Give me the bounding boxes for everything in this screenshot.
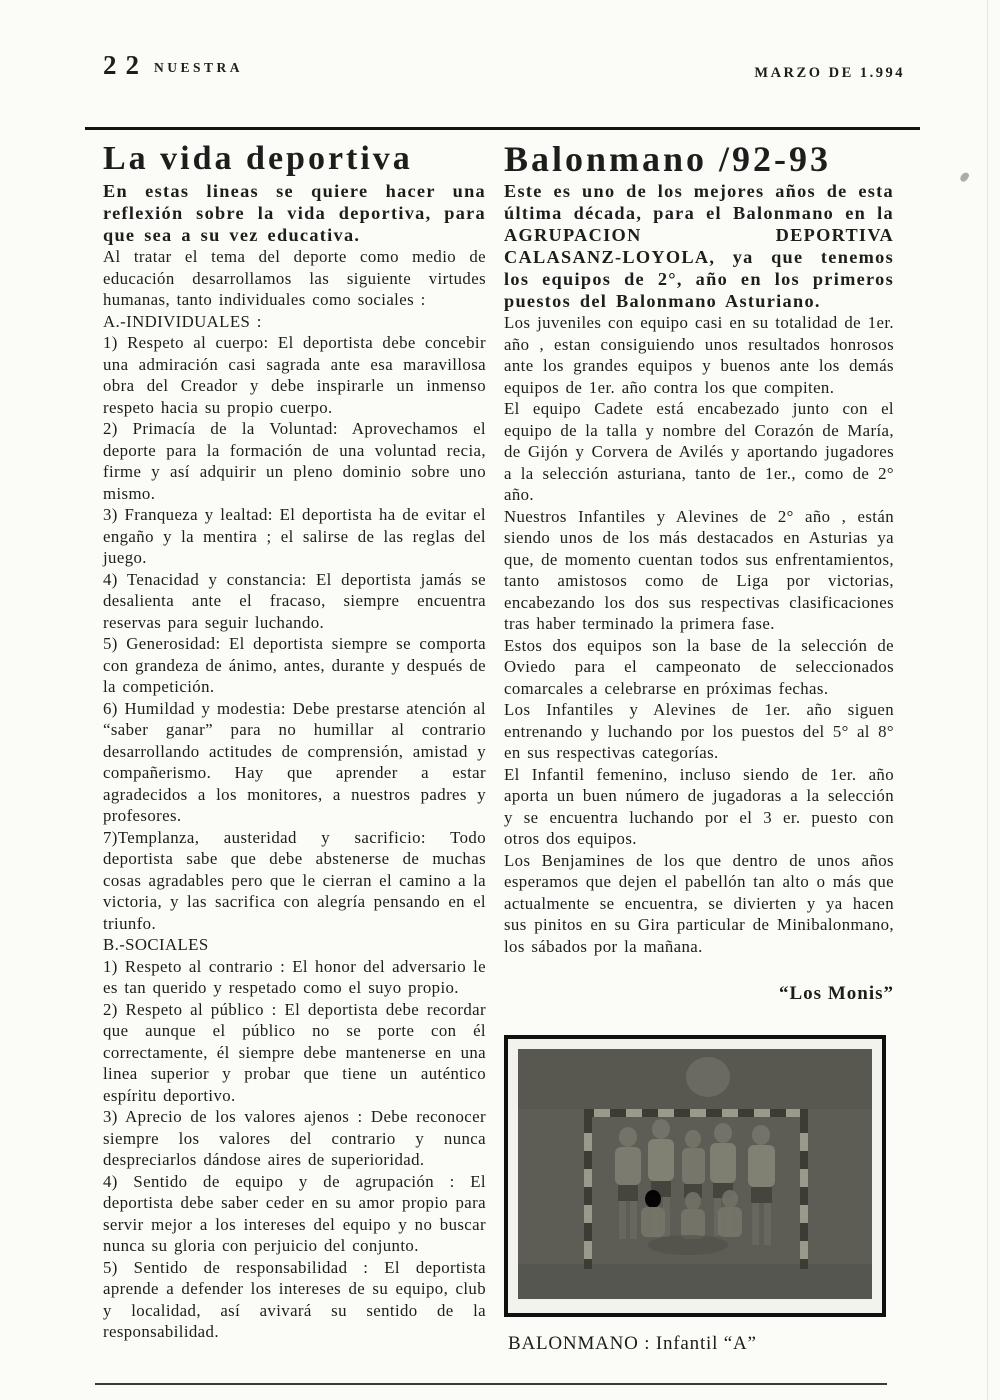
article-paragraph: 2) Primacía de la Voluntad: Aprovechamos el deporte para la formación de una voluntad recia, firme y así adquirir un pleno dominio sobre uno mismo. <box>103 419 486 503</box>
article-paragraph: 5) Generosidad: El deportista siempre se comporta con grandeza de ánimo, antes, durante y después de la competición. <box>103 634 486 696</box>
photo-caption: BALONMANO : Infantil “A” <box>508 1333 757 1354</box>
article-paragraph: Estos dos equipos son la base de la selección de Oviedo para el campeonato de seleccionados comarcales a celebrarse en próximas fechas. <box>504 635 894 698</box>
page-header <box>103 50 905 84</box>
photo-frame <box>504 1035 886 1317</box>
right-article-title: Balonmano /92-93 <box>504 139 832 179</box>
goal-post-left <box>584 1109 592 1269</box>
article-paragraph: 4) Tenacidad y constancia: El deportista jamás se desalienta ante el fracaso, siempre encuentra reservas para seguir luchando. <box>103 569 486 632</box>
scan-edge-line <box>987 0 988 1400</box>
left-article-lead: En estas lineas se quiere hacer una reflexión sobre la vida deportiva, para que sea a su vez educativa. <box>103 181 486 245</box>
article-paragraph: El Infantil femenino, incluso siendo de 1er. año aporta un buen número de jugadoras a la selección y se encuentra luchando por el 3 er. puesto con otros dos equipos. <box>504 764 894 848</box>
left-article-title: La vida deportiva <box>103 140 413 177</box>
header-rule <box>85 127 920 130</box>
article-paragraph: 7)Templanza, austeridad y sacrificio: Todo deportista sabe que debe abstenerse de muchas cosas agradables pero que le cierran el camino a la victoria, y las sacrifica con alegría pensando en el triunfo. <box>103 827 486 933</box>
team-photo <box>518 1049 872 1299</box>
footer-rule <box>95 1383 887 1385</box>
right-article-body <box>504 312 894 957</box>
author-signature: “Los Monis” <box>779 983 894 1004</box>
article-paragraph: Los Infantiles y Alevines de 1er. año siguen entrenando y luchando por los puestos del 5° al 8° en sus respectivas categorías. <box>504 700 894 762</box>
issue-date: MARZO DE 1.994 <box>754 65 905 81</box>
scan-smudge <box>959 171 970 183</box>
right-article-lead: Este es uno de los mejores años de esta última década, para el Balonmano en la AGRUPACION DEPORTIVA CALASANZ-LOYOLA, ya que tenemos los equipos de 2°, año en los primeros puestos del Balonmano Asturiano. <box>504 181 894 311</box>
left-article <box>103 140 486 1343</box>
article-paragraph: El equipo Cadete está encabezado junto con el equipo de la talla y nombre del Corazón de María, de Gijón y Corvera de Avilés y aportando jugadores a la selección asturiana, tanto de 1er., como de 2° año. <box>504 399 894 504</box>
article-paragraph: Los juveniles con equipo casi en su totalidad de 1er. año , estan consiguiendo unos resultados honrosos ante los grandes equipos y buenos ante los demás equipos de 1er. año contra los que compiten. <box>504 313 894 397</box>
left-article-body <box>103 246 486 1343</box>
page-number: 22 <box>103 50 148 80</box>
goal-crossbar <box>584 1109 808 1117</box>
article-paragraph: 3) Franqueza y lealtad: El deportista ha de evitar el engaño y la mentira ; el salirse de las reglas del juego. <box>103 505 486 567</box>
players-kneeling <box>641 1190 742 1255</box>
section-heading-sociales: B.-SOCIALES <box>103 935 209 954</box>
article-paragraph: 1) Respeto al cuerpo: El deportista debe concebir una admiración casi sagrada ante esa maravillosa obra del Creador y debe inspirarle un inmenso respeto hacia su propio cuerpo. <box>103 333 486 417</box>
section-heading-individuales: A.-INDIVIDUALES : <box>103 311 262 331</box>
article-paragraph: Nuestros Infantiles y Alevines de 2° año , están siendo unos de los más destacados en Asturias ya que, de momento cuentan todos sus enfrentamientos, tanto amistosos como de Liga por victorias, encabezando los dos sus respectivas clasificaciones tras haber terminado la primera fase. <box>504 506 894 633</box>
article-paragraph: Los Benjamines de los que dentro de unos años esperamos que dejen el pabellón tan alto o más que actualmente se encuentra, se divierten y ya hacen sus pinitos en su Gira particular de Minibalonmano, los sábados por la mañana. <box>504 850 894 956</box>
goal-post-right <box>800 1109 808 1269</box>
article-paragraph: 1) Respeto al contrario : El honor del adversario le es tan querido y respetado como el suyo propio. <box>103 956 486 997</box>
article-paragraph: 6) Humildad y modestia: Debe prestarse atención al “saber ganar” para no humillar al contrario desarrollando actitudes de comprensión, amistad y compañerismo. Hay que aprender a estar agradecidos a los monitores, a nuestros padres y profesores. <box>103 698 486 825</box>
article-paragraph: 3) Aprecio de los valores ajenos : Debe reconocer siempre los valores del contrario y nunca despreciarlos dándose aires de superioridad. <box>103 1107 486 1169</box>
article-paragraph: Al tratar el tema del deporte como medio de educación desarrollamos las siguiente virtudes humanas, tanto individuales como sociales : <box>103 247 486 309</box>
article-paragraph: 2) Respeto al público : El deportista debe recordar que aunque el público no se porte con él correctamente, él siempre debe mantenerse en una linea superior y probar que tiene un auténtico espíritu deportivo. <box>103 999 486 1105</box>
article-paragraph: 5) Sentido de responsabilidad : El deportista aprende a defender los intereses de su equipo, club y localidad, así avivará su sentido de la responsabilidad. <box>103 1257 486 1341</box>
right-article <box>504 140 894 1355</box>
article-paragraph: 4) Sentido de equipo y de agrupación : El deportista debe saber ceder en su amor propio para servir mejor a los intereses del equipo y no buscar nunca su gloria con perjuicio del conjunto. <box>103 1171 486 1255</box>
magazine-title: NUESTRA <box>154 60 244 75</box>
